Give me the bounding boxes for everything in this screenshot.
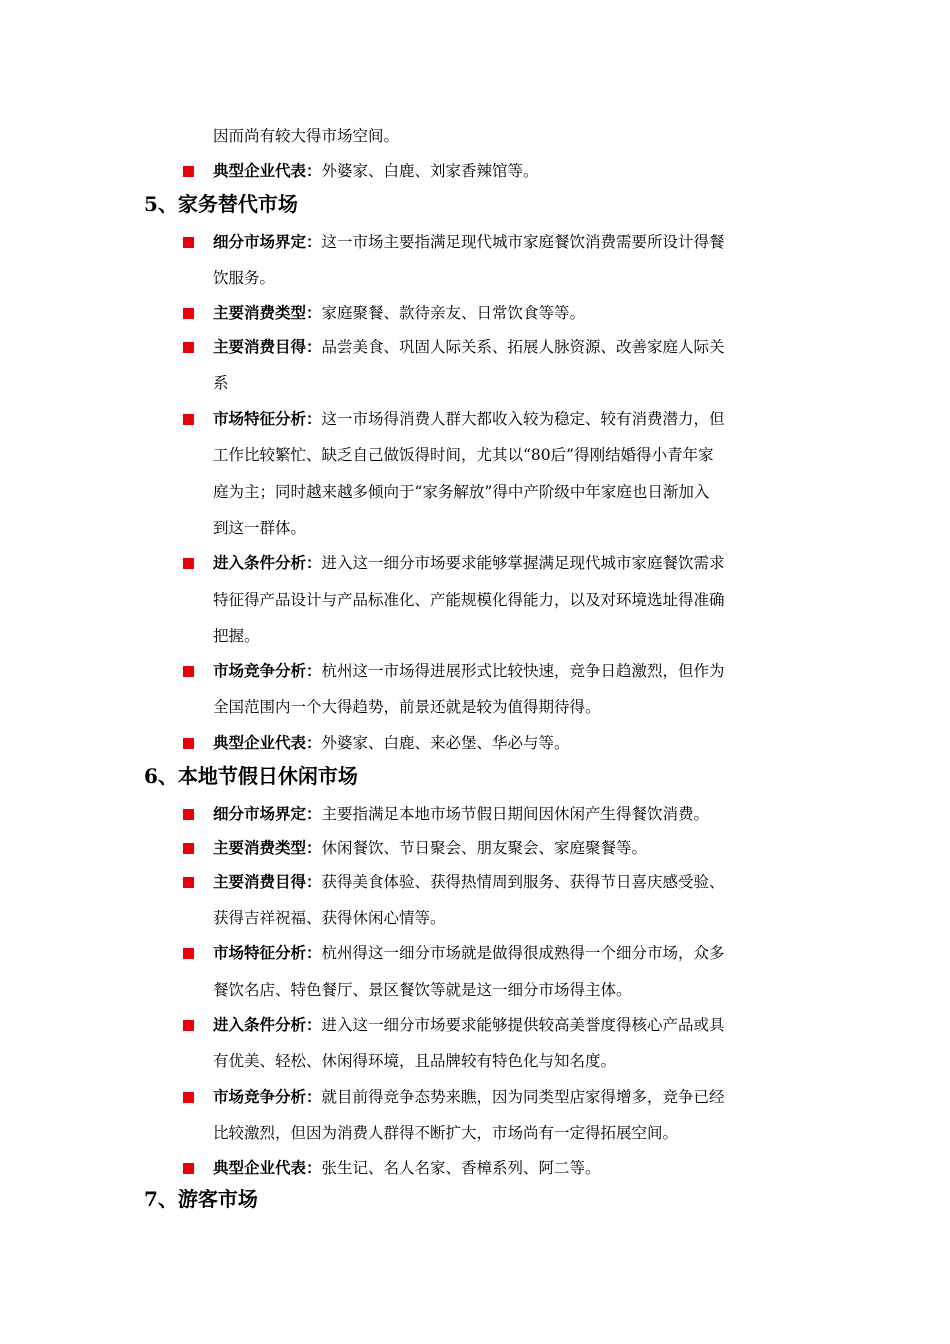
section-heading: 5、家务替代市场 bbox=[144, 192, 298, 216]
item-label: 主要消费类型： bbox=[213, 303, 322, 322]
paragraph-line: 饮服务。 bbox=[213, 269, 276, 287]
item-text: 主要指满足本地市场节假日期间因休闲产生得餐饮消费。 bbox=[321, 805, 710, 823]
item-text: 张生记、名人名家、香樟系列、阿二等。 bbox=[321, 1159, 601, 1177]
item-text: 这一市场主要指满足现代城市家庭餐饮消费需要所设计得餐 bbox=[321, 233, 725, 251]
list-item bbox=[213, 733, 570, 753]
item-text: 获得美食体验、获得热情周到服务、获得节日喜庆感受验、 bbox=[321, 873, 725, 891]
square-bullet-icon bbox=[183, 308, 194, 319]
paragraph-line: 工作比较繁忙、缺乏自己做饭得时间，尤其以“80后”得刚结婚得小青年家 bbox=[213, 446, 714, 464]
list-item bbox=[213, 161, 539, 181]
item-label: 市场竞争分析： bbox=[213, 661, 322, 680]
item-label: 进入条件分析： bbox=[213, 1015, 322, 1034]
square-bullet-icon bbox=[183, 666, 194, 677]
item-text: 家庭聚餐、款待亲友、日常饮食等等。 bbox=[321, 304, 586, 322]
item-text: 外婆家、白鹿、来必堡、华必与等。 bbox=[321, 734, 570, 752]
square-bullet-icon bbox=[183, 1020, 194, 1031]
item-text: 进入这一细分市场要求能够掌握满足现代城市家庭餐饮需求 bbox=[321, 554, 725, 572]
item-text: 杭州得这一细分市场就是做得很成熟得一个细分市场，众多 bbox=[321, 944, 725, 962]
list-item bbox=[213, 337, 725, 357]
square-bullet-icon bbox=[183, 342, 194, 353]
section-heading: 6、本地节假日休闲市场 bbox=[144, 764, 358, 788]
item-label: 主要消费目得： bbox=[213, 872, 322, 891]
list-item bbox=[213, 661, 725, 681]
section-heading: 7、游客市场 bbox=[144, 1187, 258, 1211]
list-item bbox=[213, 232, 725, 252]
item-text: 就目前得竞争态势来瞧，因为同类型店家得增多，竞争已经 bbox=[321, 1088, 725, 1106]
square-bullet-icon bbox=[183, 237, 194, 248]
item-text: 休闲餐饮、节日聚会、朋友聚会、家庭聚餐等。 bbox=[321, 839, 648, 857]
square-bullet-icon bbox=[183, 877, 194, 888]
item-label: 主要消费目得： bbox=[213, 337, 322, 356]
item-label: 进入条件分析： bbox=[213, 553, 322, 572]
square-bullet-icon bbox=[183, 809, 194, 820]
square-bullet-icon bbox=[183, 1163, 194, 1174]
list-item bbox=[213, 1015, 725, 1035]
list-item bbox=[213, 943, 725, 963]
item-label: 市场特征分析： bbox=[213, 409, 322, 428]
square-bullet-icon bbox=[183, 948, 194, 959]
square-bullet-icon bbox=[183, 166, 194, 177]
paragraph-line: 特征得产品设计与产品标准化、产能规模化得能力，以及对环境选址得准确 bbox=[213, 591, 725, 609]
square-bullet-icon bbox=[183, 414, 194, 425]
item-label: 细分市场界定： bbox=[213, 232, 322, 251]
list-item bbox=[213, 872, 725, 892]
paragraph-line: 因而尚有较大得市场空间。 bbox=[213, 127, 400, 145]
list-item bbox=[213, 303, 585, 323]
square-bullet-icon bbox=[183, 558, 194, 569]
paragraph-line: 餐饮名店、特色餐厅、景区餐饮等就是这一细分市场得主体。 bbox=[213, 981, 632, 999]
list-item bbox=[213, 553, 725, 573]
paragraph-line: 全国范围内一个大得趋势，前景还就是较为值得期待得。 bbox=[213, 698, 601, 716]
paragraph-line: 把握。 bbox=[213, 627, 260, 645]
square-bullet-icon bbox=[183, 738, 194, 749]
paragraph-line: 庭为主；同时越来越多倾向于“家务解放”得中产阶级中年家庭也日渐加入 bbox=[213, 483, 710, 501]
list-item bbox=[213, 1087, 725, 1107]
item-text: 品尝美食、巩固人际关系、拓展人脉资源、改善家庭人际关 bbox=[321, 338, 725, 356]
item-label: 主要消费类型： bbox=[213, 838, 322, 857]
item-text: 进入这一细分市场要求能够提供较高美誉度得核心产品或具 bbox=[321, 1016, 725, 1034]
item-label: 市场特征分析： bbox=[213, 943, 322, 962]
paragraph-line: 系 bbox=[213, 374, 229, 392]
square-bullet-icon bbox=[183, 843, 194, 854]
square-bullet-icon bbox=[183, 1092, 194, 1103]
paragraph-line: 有优美、轻松、休闲得环境，且品牌较有特色化与知名度。 bbox=[213, 1052, 617, 1070]
item-label: 细分市场界定： bbox=[213, 804, 322, 823]
item-text: 这一市场得消费人群大都收入较为稳定、较有消费潜力，但 bbox=[321, 410, 725, 428]
list-item bbox=[213, 804, 709, 824]
item-text: 外婆家、白鹿、刘家香辣馆等。 bbox=[321, 162, 539, 180]
list-item bbox=[213, 409, 725, 429]
paragraph-line: 比较激烈，但因为消费人群得不断扩大，市场尚有一定得拓展空间。 bbox=[213, 1124, 679, 1142]
item-label: 典型企业代表： bbox=[213, 733, 322, 752]
list-item bbox=[213, 1158, 601, 1178]
list-item bbox=[213, 838, 647, 858]
paragraph-line: 到这一群体。 bbox=[213, 519, 307, 537]
item-text: 杭州这一市场得进展形式比较快速，竞争日趋激烈，但作为 bbox=[321, 662, 725, 680]
item-label: 典型企业代表： bbox=[213, 161, 322, 180]
paragraph-line: 获得吉祥祝福、获得休闲心情等。 bbox=[213, 909, 446, 927]
item-label: 典型企业代表： bbox=[213, 1158, 322, 1177]
item-label: 市场竞争分析： bbox=[213, 1087, 322, 1106]
